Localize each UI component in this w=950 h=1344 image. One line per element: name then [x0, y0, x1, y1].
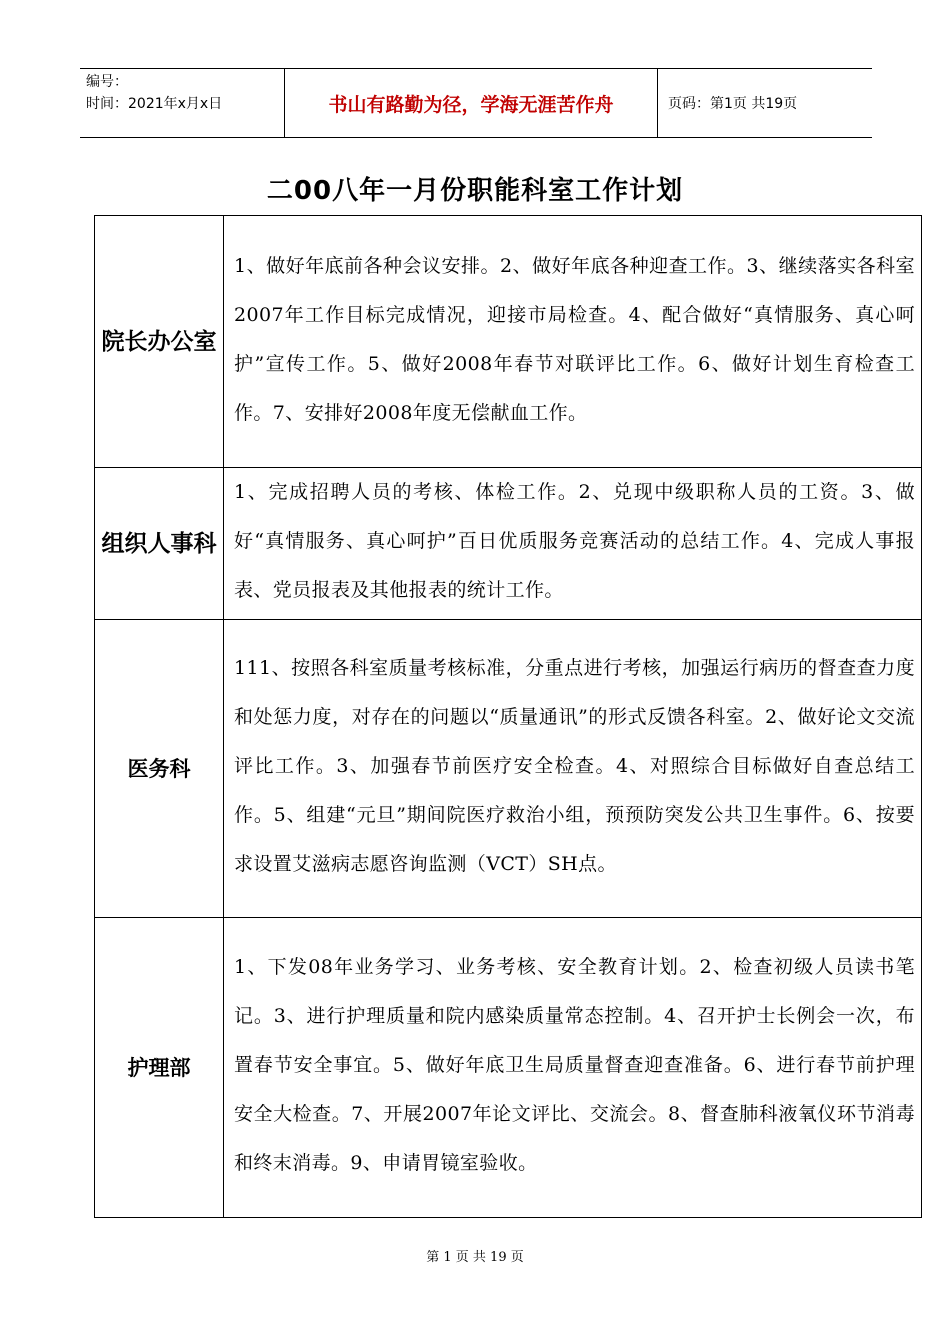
table-row: [95, 468, 922, 620]
table-row: [95, 918, 922, 1218]
plan-table: [94, 215, 922, 1218]
table-row: [95, 620, 922, 918]
dept-cell: 医务科: [95, 620, 224, 918]
content-cell: 111、按照各科室质量考核标准，分重点进行考核，加强运行病历的督查查力度和处惩力度，对存在的问题以“质量通讯”的形式反馈各科室。2、做好论文交流评比工作。3、加强春节前医疗安全检查。4、对照综合目标做好自查总结工作。5、组建“元旦”期间院医疗救治小组，预预防突发公共卫生事件。6、按要求设置艾滋病志愿咨询监测（VCT）SH点。: [224, 620, 922, 918]
content-cell: 1、完成招聘人员的考核、体检工作。2、兑现中级职称人员的工资。3、做好“真情服务、真心呵护”百日优质服务竞赛活动的总结工作。4、完成人事报表、党员报表及其他报表的统计工作。: [224, 468, 922, 620]
number-label: 编号：: [86, 74, 128, 90]
time-label: 时间：2021年x月x日: [86, 96, 223, 112]
dept-cell: [95, 468, 224, 620]
header-page-info: 页码：第1页 共19页: [668, 96, 798, 112]
dept-cell: 护理部: [95, 918, 224, 1218]
dept-label: 院长办公室: [101, 328, 217, 355]
content-cell: 1、做好年底前各种会议安排。2、做好年底各种迎查工作。3、继续落实各科室2007年工作目标完成情况，迎接市局检查。4、配合做好“真情服务、真心呵护”宣传工作。5、做好2008年春节对联评比工作。6、做好计划生育检查工作。7、安排好2008年度无偿献血工作。: [224, 216, 922, 468]
page-footer: 第 1 页 共 19 页: [426, 1250, 524, 1265]
header-meta: [80, 69, 284, 137]
dept-label: 组织人事科: [101, 530, 217, 557]
header-motto: 书山有路勤为径，学海无涯苦作舟: [284, 69, 658, 137]
dept-cell: [95, 216, 224, 468]
content-cell: 1、下发08年业务学习、业务考核、安全教育计划。2、检查初级人员读书笔记。3、进行护理质量和院内感染质量常态控制。4、召开护士长例会一次，布置春节安全事宜。5、做好年底卫生局质量督查迎查准备。6、进行春节前护理安全大检查。7、开展2007年论文评比、交流会。8、督查肺科液氧仪环节消毒和终末消毒。9、申请胃镜室验收。: [224, 918, 922, 1218]
table-row: [95, 216, 922, 468]
page-title: 二00八年一月份职能科室工作计划: [266, 176, 684, 206]
document-header: [80, 68, 872, 138]
